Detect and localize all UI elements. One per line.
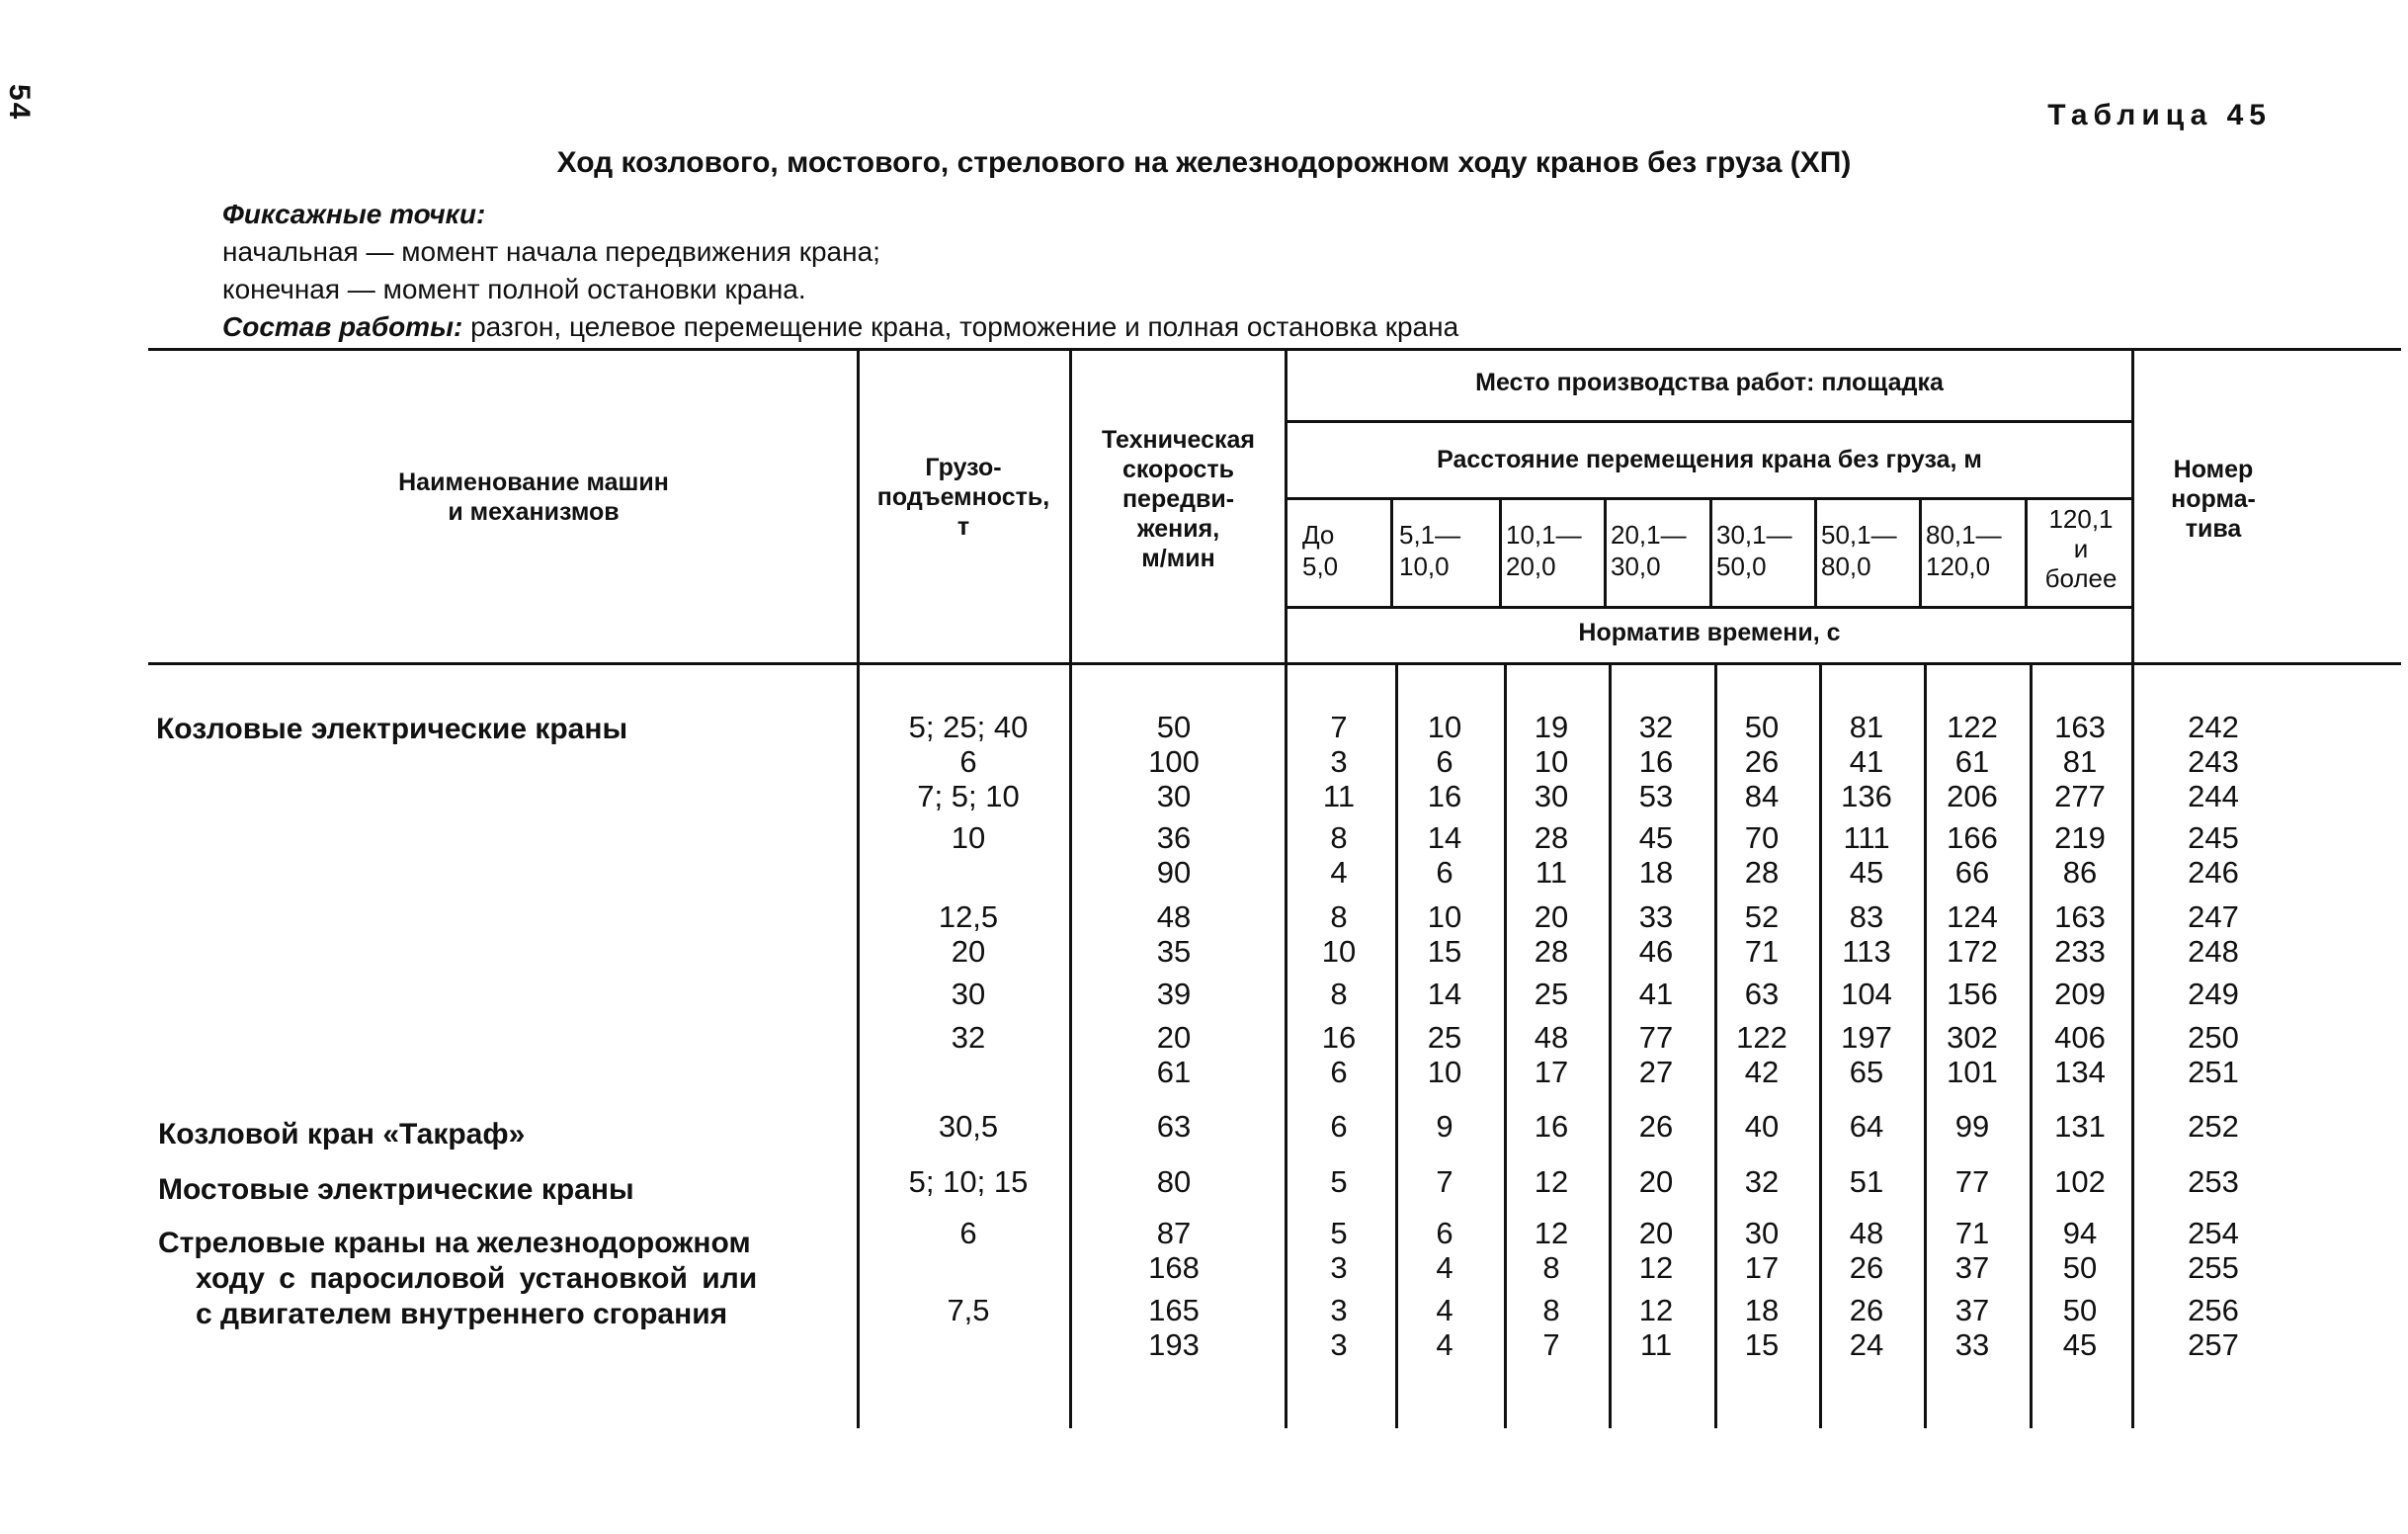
speed-cell: 20	[1156, 1020, 1192, 1055]
time-cell: 20	[1534, 899, 1569, 934]
norm-number-cell: 250	[2188, 1020, 2239, 1055]
capacity-cell: 10	[951, 820, 986, 855]
range-header: 120,1 и более	[2044, 504, 2117, 593]
col-line	[1709, 497, 1712, 606]
time-cell: 5	[1330, 1164, 1348, 1199]
time-cell: 50	[2062, 1250, 2098, 1285]
time-cell: 6	[1436, 1216, 1453, 1250]
time-cell: 12	[1638, 1250, 1674, 1285]
group-label-takraf: Козловой кран «Такраф»	[158, 1118, 526, 1150]
time-cell: 61	[1954, 744, 1990, 779]
header-norm-time: Норматив времени, с	[1578, 619, 1841, 646]
capacity-cell: 20	[951, 934, 986, 969]
time-cell: 15	[1427, 934, 1462, 969]
time-cell: 28	[1534, 820, 1569, 855]
norm-number-cell: 244	[2188, 779, 2239, 813]
speed-cell: 80	[1156, 1164, 1192, 1199]
time-cell: 50	[1744, 710, 1780, 744]
time-cell: 14	[1427, 977, 1462, 1011]
time-cell: 11	[1535, 855, 1568, 890]
norm-number-cell: 257	[2188, 1327, 2239, 1362]
capacity-cell: 12,5	[938, 899, 999, 934]
header-norm-number: Номер норма- тива	[2171, 456, 2256, 543]
time-cell: 277	[2054, 779, 2106, 813]
time-cell: 17	[1534, 1055, 1569, 1089]
time-cell: 197	[1841, 1020, 1892, 1055]
header-distance: Расстояние перемещения крана без груза, м	[1437, 446, 1982, 473]
time-cell: 3	[1330, 1327, 1348, 1362]
time-cell: 10	[1321, 934, 1357, 969]
time-cell: 10	[1427, 710, 1462, 744]
time-cell: 101	[1947, 1055, 1998, 1089]
time-cell: 4	[1436, 1327, 1453, 1362]
time-cell: 12	[1534, 1164, 1569, 1199]
time-cell: 18	[1744, 1293, 1780, 1327]
table-top-rule	[148, 348, 2401, 351]
time-cell: 41	[1849, 744, 1884, 779]
place-rule	[1285, 420, 2134, 423]
time-cell: 45	[2062, 1327, 2098, 1362]
time-cell: 3	[1330, 744, 1348, 779]
time-cell: 71	[1744, 934, 1780, 969]
time-cell: 81	[1849, 710, 1884, 744]
time-cell: 19	[1534, 710, 1569, 744]
range-header: 50,1— 80,0	[1821, 520, 1897, 581]
time-cell: 30	[1534, 779, 1569, 813]
time-cell: 86	[2062, 855, 2098, 890]
work-label: Состав работы:	[222, 311, 463, 342]
capacity-cell: 7; 5; 10	[917, 779, 1020, 813]
time-cell: 52	[1744, 899, 1780, 934]
time-cell: 37	[1954, 1250, 1990, 1285]
time-cell: 27	[1638, 1055, 1674, 1089]
time-cell: 77	[1954, 1164, 1990, 1199]
time-cell: 124	[1947, 899, 1998, 934]
time-cell: 94	[2062, 1216, 2098, 1250]
time-cell: 25	[1534, 977, 1569, 1011]
time-cell: 134	[2054, 1055, 2106, 1089]
speed-cell: 48	[1156, 899, 1192, 934]
time-cell: 10	[1534, 744, 1569, 779]
col-line	[1814, 497, 1817, 606]
norm-number-cell: 248	[2188, 934, 2239, 969]
col-line	[1919, 497, 1922, 606]
time-cell: 63	[1744, 977, 1780, 1011]
speed-cell: 61	[1156, 1055, 1192, 1089]
time-cell: 8	[1330, 899, 1348, 934]
time-cell: 33	[1638, 899, 1674, 934]
speed-cell: 90	[1156, 855, 1192, 890]
time-cell: 8	[1542, 1250, 1560, 1285]
col-line	[1390, 497, 1393, 606]
time-cell: 83	[1849, 899, 1884, 934]
group-label-gantry-electric: Козловые электрические краны	[156, 713, 628, 745]
speed-cell: 50	[1156, 710, 1192, 744]
speed-cell: 168	[1148, 1250, 1200, 1285]
time-cell: 16	[1321, 1020, 1357, 1055]
intro-block	[222, 196, 1458, 346]
table-title: Ход козлового, мостового, стрелового на железнодорожном ходу кранов без груза (ХП)	[556, 146, 1852, 179]
time-cell: 163	[2054, 710, 2106, 744]
norm-number-cell: 254	[2188, 1216, 2239, 1250]
time-cell: 10	[1427, 899, 1462, 934]
time-cell: 12	[1534, 1216, 1569, 1250]
time-cell: 406	[2054, 1020, 2106, 1055]
time-cell: 166	[1947, 820, 1998, 855]
time-cell: 11	[1322, 779, 1356, 813]
time-cell: 20	[1638, 1216, 1674, 1250]
norm-number-cell: 255	[2188, 1250, 2239, 1285]
col-line	[2025, 497, 2028, 606]
capacity-cell: 32	[951, 1020, 986, 1055]
time-cell: 70	[1744, 820, 1780, 855]
time-cell: 4	[1436, 1250, 1453, 1285]
time-cell: 209	[2054, 977, 2106, 1011]
time-cell: 53	[1638, 779, 1674, 813]
time-cell: 6	[1436, 744, 1453, 779]
time-cell: 111	[1843, 820, 1890, 855]
range-header: До 5,0	[1302, 520, 1339, 581]
group-label-railway-jib: Стреловые краны на железнодорожном ходу с паросиловой установкой или с двигателем внутреннего сгорания	[158, 1227, 758, 1330]
time-cell: 45	[1638, 820, 1674, 855]
time-cell: 25	[1427, 1020, 1462, 1055]
speed-cell: 87	[1156, 1216, 1192, 1250]
time-cell: 42	[1744, 1055, 1780, 1089]
capacity-cell: 5; 25; 40	[908, 710, 1029, 744]
time-cell: 11	[1639, 1327, 1673, 1362]
capacity-cell: 6	[959, 744, 977, 779]
norm-number-cell: 249	[2188, 977, 2239, 1011]
norm-number-cell: 247	[2188, 899, 2239, 934]
norm-number-cell: 245	[2188, 820, 2239, 855]
time-cell: 163	[2054, 899, 2106, 934]
group-label-bridge-electric: Мостовые электрические краны	[158, 1173, 634, 1206]
time-cell: 51	[1849, 1164, 1884, 1199]
capacity-cell: 7,5	[947, 1293, 990, 1327]
time-cell: 3	[1330, 1293, 1348, 1327]
range-header: 30,1— 50,0	[1716, 520, 1792, 581]
norm-number-cell: 256	[2188, 1293, 2239, 1327]
time-cell: 16	[1534, 1109, 1569, 1144]
time-cell: 219	[2054, 820, 2106, 855]
time-cell: 37	[1954, 1293, 1990, 1327]
time-cell: 30	[1744, 1216, 1780, 1250]
time-cell: 50	[2062, 1293, 2098, 1327]
time-cell: 7	[1330, 710, 1348, 744]
time-cell: 41	[1638, 977, 1674, 1011]
range-header: 5,1— 10,0	[1399, 520, 1461, 581]
time-cell: 81	[2062, 744, 2098, 779]
speed-cell: 165	[1148, 1293, 1200, 1327]
capacity-cell: 5; 10; 15	[908, 1164, 1029, 1199]
time-cell: 17	[1744, 1250, 1780, 1285]
time-cell: 71	[1954, 1216, 1990, 1250]
speed-cell: 30	[1156, 779, 1192, 813]
time-cell: 26	[1638, 1109, 1674, 1144]
time-cell: 26	[1849, 1293, 1884, 1327]
time-cell: 113	[1842, 934, 1891, 969]
time-cell: 20	[1638, 1164, 1674, 1199]
time-cell: 172	[1947, 934, 1998, 969]
time-cell: 28	[1534, 934, 1569, 969]
capacity-cell: 30,5	[938, 1109, 999, 1144]
time-cell: 33	[1954, 1327, 1990, 1362]
speed-cell: 63	[1156, 1109, 1192, 1144]
time-cell: 45	[1849, 855, 1884, 890]
col-line	[1604, 497, 1607, 606]
time-cell: 46	[1638, 934, 1674, 969]
time-cell: 14	[1427, 820, 1462, 855]
time-cell: 26	[1744, 744, 1780, 779]
time-cell: 26	[1849, 1250, 1884, 1285]
time-cell: 40	[1744, 1109, 1780, 1144]
time-cell: 48	[1849, 1216, 1884, 1250]
fix-end-text: конечная — момент полной остановки крана.	[222, 274, 806, 304]
range-header: 10,1— 20,0	[1506, 520, 1582, 581]
fix-points-label: Фиксажные точки:	[222, 199, 486, 229]
time-cell: 66	[1954, 855, 1990, 890]
time-cell: 77	[1638, 1020, 1674, 1055]
time-cell: 206	[1947, 779, 1998, 813]
time-cell: 102	[2054, 1164, 2106, 1199]
norm-number-cell: 242	[2188, 710, 2239, 744]
norm-number-cell: 251	[2188, 1055, 2239, 1089]
col-line	[1499, 497, 1502, 606]
time-cell: 131	[2054, 1109, 2106, 1144]
capacity-cell: 30	[951, 977, 986, 1011]
fix-start-text: начальная — момент начала передвижения крана;	[222, 236, 880, 267]
time-cell: 65	[1849, 1055, 1884, 1089]
time-cell: 48	[1534, 1020, 1569, 1055]
norm-number-cell: 253	[2188, 1164, 2239, 1199]
time-cell: 7	[1436, 1164, 1453, 1199]
header-name: Наименование машин и механизмов	[398, 469, 669, 526]
time-cell: 6	[1330, 1109, 1348, 1144]
time-cell: 16	[1638, 744, 1674, 779]
time-cell: 8	[1542, 1293, 1560, 1327]
time-cell: 6	[1330, 1055, 1348, 1089]
time-cell: 7	[1542, 1327, 1560, 1362]
time-cell: 99	[1954, 1109, 1990, 1144]
time-cell: 10	[1427, 1055, 1462, 1089]
time-cell: 84	[1744, 779, 1780, 813]
header-speed: Техническая скорость передви- жения, м/мин	[1102, 426, 1255, 572]
ranges-rule	[1285, 606, 2134, 609]
norm-number-cell: 246	[2188, 855, 2239, 890]
time-cell: 122	[1736, 1020, 1787, 1055]
time-cell: 5	[1330, 1216, 1348, 1250]
time-cell: 18	[1638, 855, 1674, 890]
time-cell: 104	[1841, 977, 1892, 1011]
time-cell: 3	[1330, 1250, 1348, 1285]
time-cell: 6	[1436, 855, 1453, 890]
header-capacity: Грузо- подъемность, т	[876, 454, 1050, 541]
time-cell: 32	[1744, 1164, 1780, 1199]
speed-cell: 36	[1156, 820, 1192, 855]
range-header: 20,1— 30,0	[1611, 520, 1687, 581]
time-cell: 15	[1744, 1327, 1780, 1362]
time-cell: 156	[1947, 977, 1998, 1011]
time-cell: 12	[1638, 1293, 1674, 1327]
capacity-cell: 6	[959, 1216, 977, 1250]
time-cell: 4	[1330, 855, 1348, 890]
work-text: разгон, целевое перемещение крана, торможение и полная остановка крана	[462, 311, 1459, 342]
range-header: 80,1— 120,0	[1926, 520, 2002, 581]
time-cell: 4	[1436, 1293, 1453, 1327]
time-cell: 122	[1947, 710, 1998, 744]
time-cell: 233	[2054, 934, 2106, 969]
speed-cell: 100	[1148, 744, 1200, 779]
time-cell: 8	[1330, 820, 1348, 855]
speed-cell: 193	[1148, 1327, 1200, 1362]
header-bottom-rule	[148, 662, 2401, 665]
header-place: Место производства работ: площадка	[1475, 369, 1944, 396]
time-cell: 32	[1638, 710, 1674, 744]
time-cell: 24	[1849, 1327, 1884, 1362]
norm-number-cell: 252	[2188, 1109, 2239, 1144]
time-cell: 28	[1744, 855, 1780, 890]
page-number: 54	[3, 84, 36, 122]
speed-cell: 39	[1156, 977, 1192, 1011]
speed-cell: 35	[1156, 934, 1192, 969]
norm-number-cell: 243	[2188, 744, 2239, 779]
time-cell: 16	[1427, 779, 1462, 813]
time-cell: 9	[1436, 1109, 1453, 1144]
time-cell: 302	[1947, 1020, 1998, 1055]
table-label: Таблица 45	[2047, 99, 2272, 131]
time-cell: 64	[1849, 1109, 1884, 1144]
time-cell: 8	[1330, 977, 1348, 1011]
time-cell: 136	[1841, 779, 1892, 813]
